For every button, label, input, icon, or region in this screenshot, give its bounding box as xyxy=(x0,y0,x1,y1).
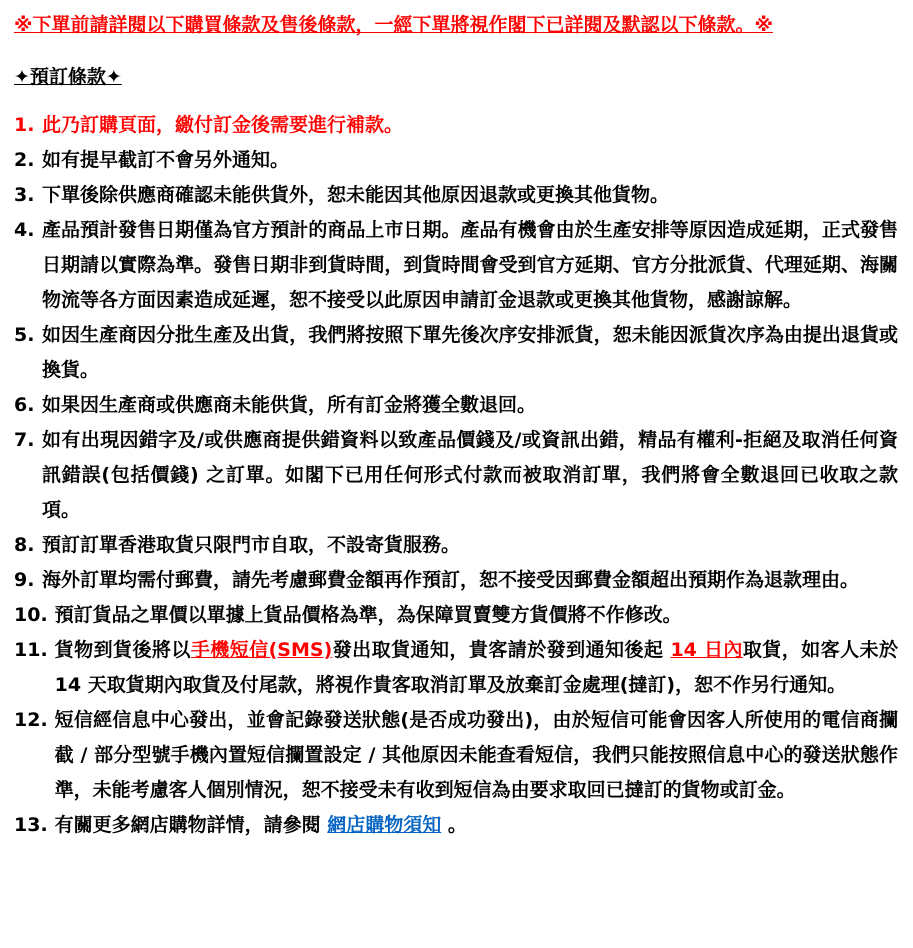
shop-guide-link[interactable]: 網店購物須知 xyxy=(327,814,442,836)
term-text xyxy=(42,318,898,388)
term-text xyxy=(55,703,898,808)
term-text-segment: 。 xyxy=(441,814,467,836)
term-text-segment: 有關更多網店購物詳情，請參閱 xyxy=(54,814,328,836)
terms-list xyxy=(14,108,898,843)
term-number: 6. xyxy=(14,394,35,416)
term-text-segment: 貨物到貨後將以 xyxy=(54,639,191,661)
term-item xyxy=(14,598,898,633)
term-text-segment: 預訂訂單香港取貨只限門市自取，不設寄貨服務。 xyxy=(42,534,461,556)
term-text xyxy=(42,528,898,563)
term-text xyxy=(42,388,898,423)
pickup-deadline-highlight: 14 日內 xyxy=(670,639,743,661)
term-text xyxy=(42,423,898,528)
term-text-segment: 取貨，如客人未於 14 天取貨期內取貨及付尾款，將視作貴客取消訂單及放棄訂金處理(撻訂)，恕不作另行通知。 xyxy=(54,639,898,696)
term-number: 1. xyxy=(14,114,35,136)
term-text-segment: 發出取貨通知，貴客請於發到通知後起 xyxy=(332,639,671,661)
term-number: 12. xyxy=(14,709,48,731)
term-text-segment: 如因生產商因分批生產及出貨，我們將按照下單先後次序安排派貨，恕未能因派貨次序為由提出退貨或換貨。 xyxy=(42,324,898,381)
term-text-segment: 產品預計發售日期僅為官方預計的商品上市日期。產品有機會由於生產安排等原因造成延期，正式發售日期請以實際為準。發售日期非到貨時間，到貨時間會受到官方延期、官方分批派貨、代理延期、海關物流等各方面因素造成延遲，恕不接受以此原因申請訂金退款或更換其他貨物，感謝諒解。 xyxy=(42,219,898,311)
term-item xyxy=(14,213,898,318)
term-item xyxy=(14,528,898,563)
term-number: 9. xyxy=(14,569,35,591)
term-item xyxy=(14,703,898,808)
purchase-notice-title: ※下單前請詳閱以下購買條款及售後條款，一經下單將視作閣下已詳閱及默認以下條款。※ xyxy=(14,14,773,36)
term-item xyxy=(14,808,898,843)
term-text xyxy=(42,143,898,178)
term-text-segment: 海外訂單均需付郵費，請先考慮郵費金額再作預訂，恕不接受因郵費金額超出預期作為退款理由。 xyxy=(42,569,860,591)
term-number: 13. xyxy=(14,814,48,836)
section-title-preorder-terms: ✦預訂條款✦ xyxy=(14,66,122,88)
term-number: 7. xyxy=(14,429,35,451)
term-item xyxy=(14,108,898,143)
term-item xyxy=(14,318,898,388)
term-text xyxy=(42,108,898,143)
term-item xyxy=(14,388,898,423)
term-text-segment: 如有提早截訂不會另外通知。 xyxy=(42,149,290,171)
term-number: 11. xyxy=(14,639,48,661)
term-text xyxy=(42,563,898,598)
term-text xyxy=(55,633,898,703)
term-text-segment: 下單後除供應商確認未能供貨外，恕未能因其他原因退款或更換其他貨物。 xyxy=(42,184,670,206)
term-number: 8. xyxy=(14,534,35,556)
term-number: 10. xyxy=(14,604,48,626)
term-text xyxy=(55,598,898,633)
term-text xyxy=(55,808,898,843)
term-number: 2. xyxy=(14,149,35,171)
term-item xyxy=(14,143,898,178)
term-text-segment: 如果因生產商或供應商未能供貨，所有訂金將獲全數退回。 xyxy=(42,394,537,416)
term-text-segment: 短信經信息中心發出，並會記錄發送狀態(是否成功發出)，由於短信可能會因客人所使用的電信商攔截 / 部分型號手機內置短信攔置設定 / 其他原因未能查看短信，我們只能按照信息中心的發送狀態作準，未能考慮客人個別情況，恕不接受未有收到短信為由要求取回已撻訂的貨物或訂金。 xyxy=(54,709,898,801)
term-text-segment: 如有出現因錯字及/或供應商提供錯資料以致產品價錢及/或資訊出錯，精品有權利-拒絕及取消任何資訊錯誤(包括價錢) 之訂單。如閣下已用任何形式付款而被取消訂單，我們將會全數退回已收取之款項。 xyxy=(42,429,898,521)
sms-notice-highlight: 手機短信(SMS) xyxy=(190,639,333,661)
term-text-segment: 預訂貨品之單價以單據上貨品價格為準，為保障買賣雙方貨價將不作修改。 xyxy=(54,604,682,626)
term-text xyxy=(42,213,898,318)
term-item xyxy=(14,423,898,528)
term-item xyxy=(14,563,898,598)
term-item xyxy=(14,178,898,213)
term-text-segment: 此乃訂購頁面，繳付訂金後需要進行補款。 xyxy=(42,114,404,136)
term-number: 5. xyxy=(14,324,35,346)
term-text xyxy=(42,178,898,213)
term-number: 3. xyxy=(14,184,35,206)
term-number: 4. xyxy=(14,219,35,241)
term-item xyxy=(14,633,898,703)
